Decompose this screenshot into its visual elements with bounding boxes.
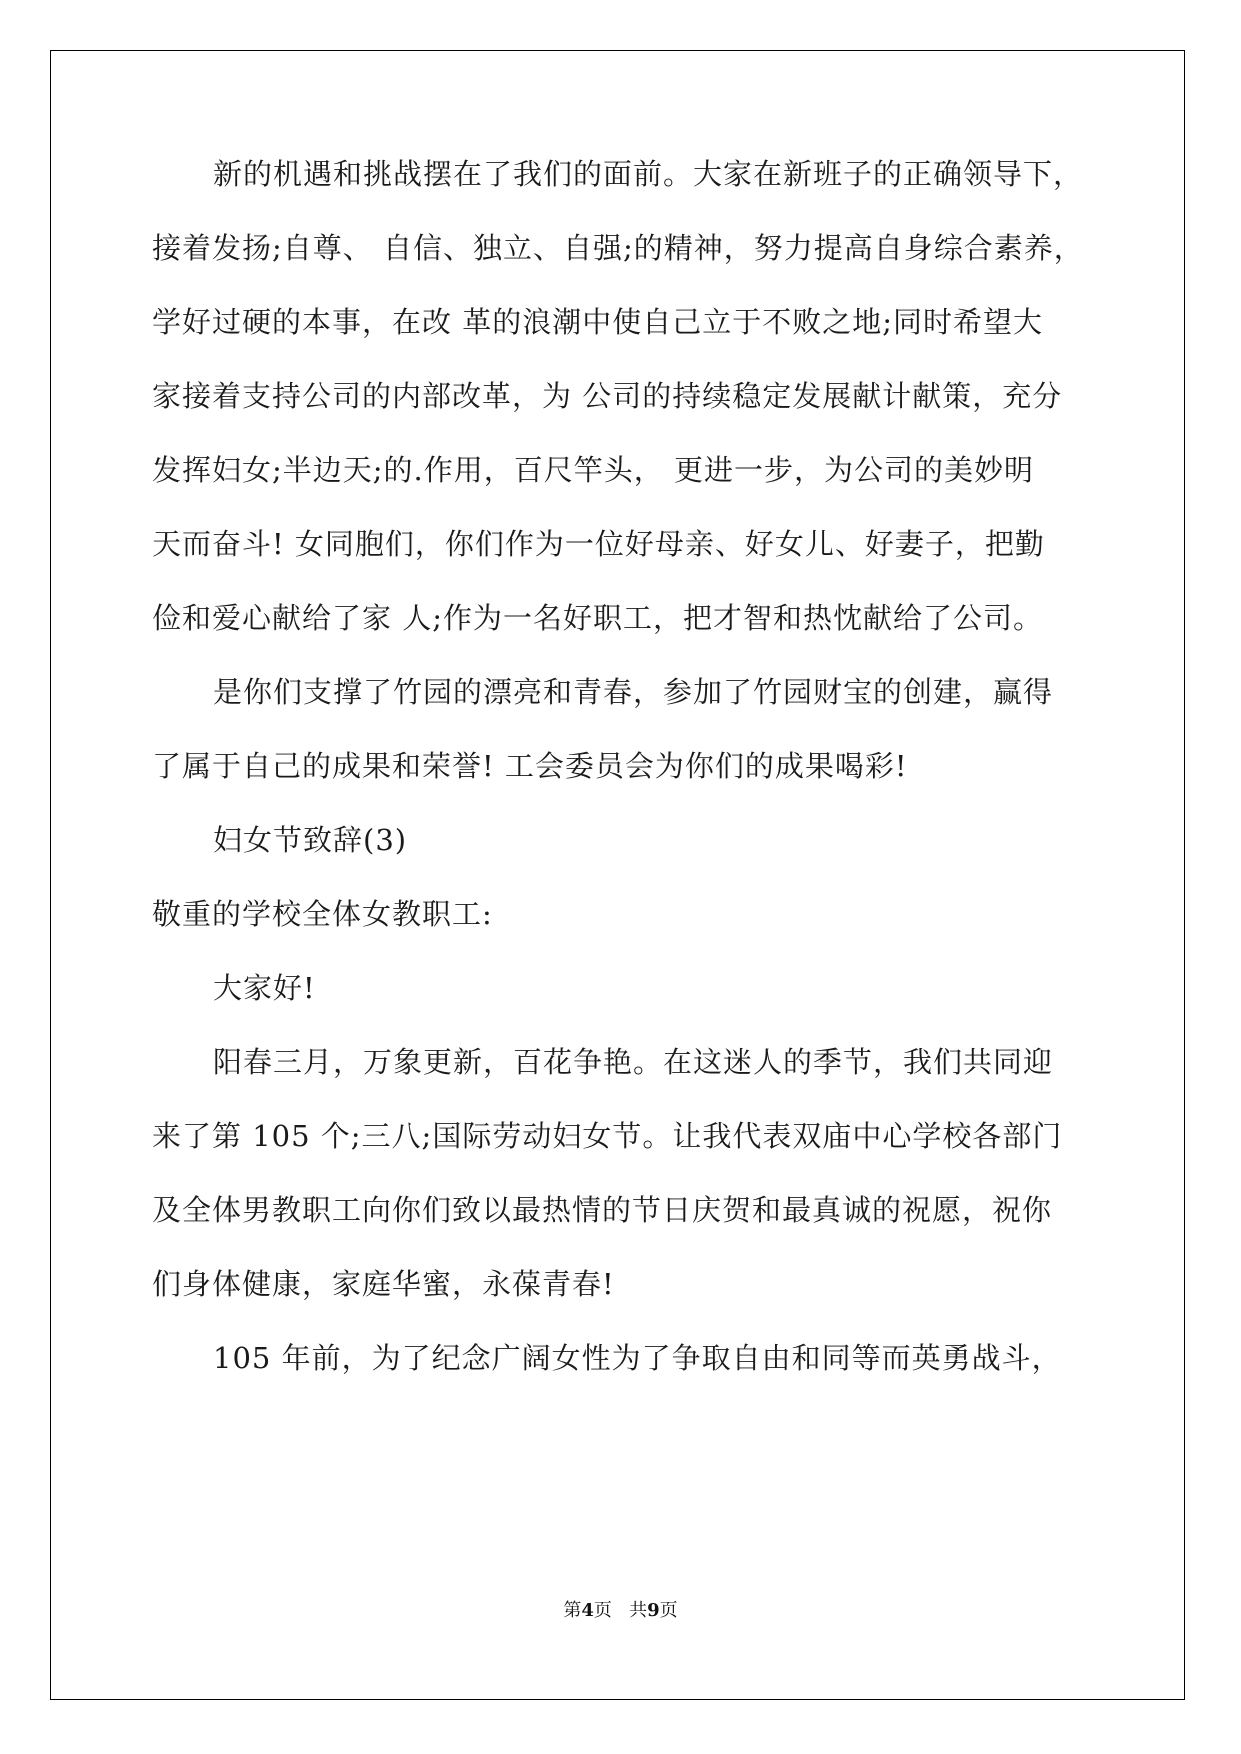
paragraph-line: 了属于自己的成果和荣誉! 工会委员会为你们的成果喝彩! (152, 749, 908, 783)
paragraph-line: 新的机遇和挑战摆在了我们的面前。大家在新班子的正确领导下， (213, 157, 1084, 191)
paragraph-line: 天而奋斗! 女同胞们，你们作为一位好母亲、好女儿、好妻子，把勤 (152, 527, 1045, 561)
page-border (50, 50, 1185, 1700)
paragraph-line: 接着发扬;自尊、 自信、独立、自强;的精神，努力提高自身综合素养， (152, 231, 1084, 265)
paragraph-line: 105 年前，为了纪念广阔女性为了争取自由和同等而英勇战斗， (213, 1341, 1062, 1375)
paragraph-line: 家接着支持公司的内部改革，为 公司的持续稳定发展献计献策，充分 (152, 379, 1063, 413)
paragraph-line: 们身体健康，家庭华蜜，永葆青春! (152, 1267, 615, 1301)
footer-suffix: 页 (659, 1600, 678, 1621)
greeting: 大家好! (213, 971, 316, 1005)
footer-total-pages: 9 (647, 1600, 660, 1621)
paragraph-line: 是你们支撑了竹园的漂亮和青春，参加了竹园财宝的创建，赢得 (213, 675, 1054, 709)
paragraph-line: 及全体男教职工向你们致以最热情的节日庆贺和最真诚的祝愿，祝你 (152, 1193, 1053, 1227)
salutation: 敬重的学校全体女教职工: (152, 897, 493, 931)
paragraph-line: 阳春三月，万象更新，百花争艳。在这迷人的季节，我们共同迎 (213, 1045, 1054, 1079)
page-footer (0, 1596, 1241, 1622)
footer-prefix: 第 (563, 1600, 582, 1621)
section-heading: 妇女节致辞(3) (213, 823, 408, 857)
paragraph-line: 来了第 105 个;三八;国际劳动妇女节。让我代表双庙中心学校各部门 (152, 1119, 1063, 1153)
footer-middle: 页 共 (593, 1600, 648, 1621)
paragraph-line: 发挥妇女;半边天;的.作用，百尺竿头， 更进一步，为公司的美妙明 (152, 453, 1034, 487)
paragraph-line: 俭和爱心献给了家 人;作为一名好职工，把才智和热忱献给了公司。 (152, 601, 1043, 635)
paragraph-line: 学好过硬的本事，在改 革的浪潮中使自己立于不败之地;同时希望大 (152, 305, 1043, 339)
footer-page-number: 4 (581, 1600, 594, 1621)
